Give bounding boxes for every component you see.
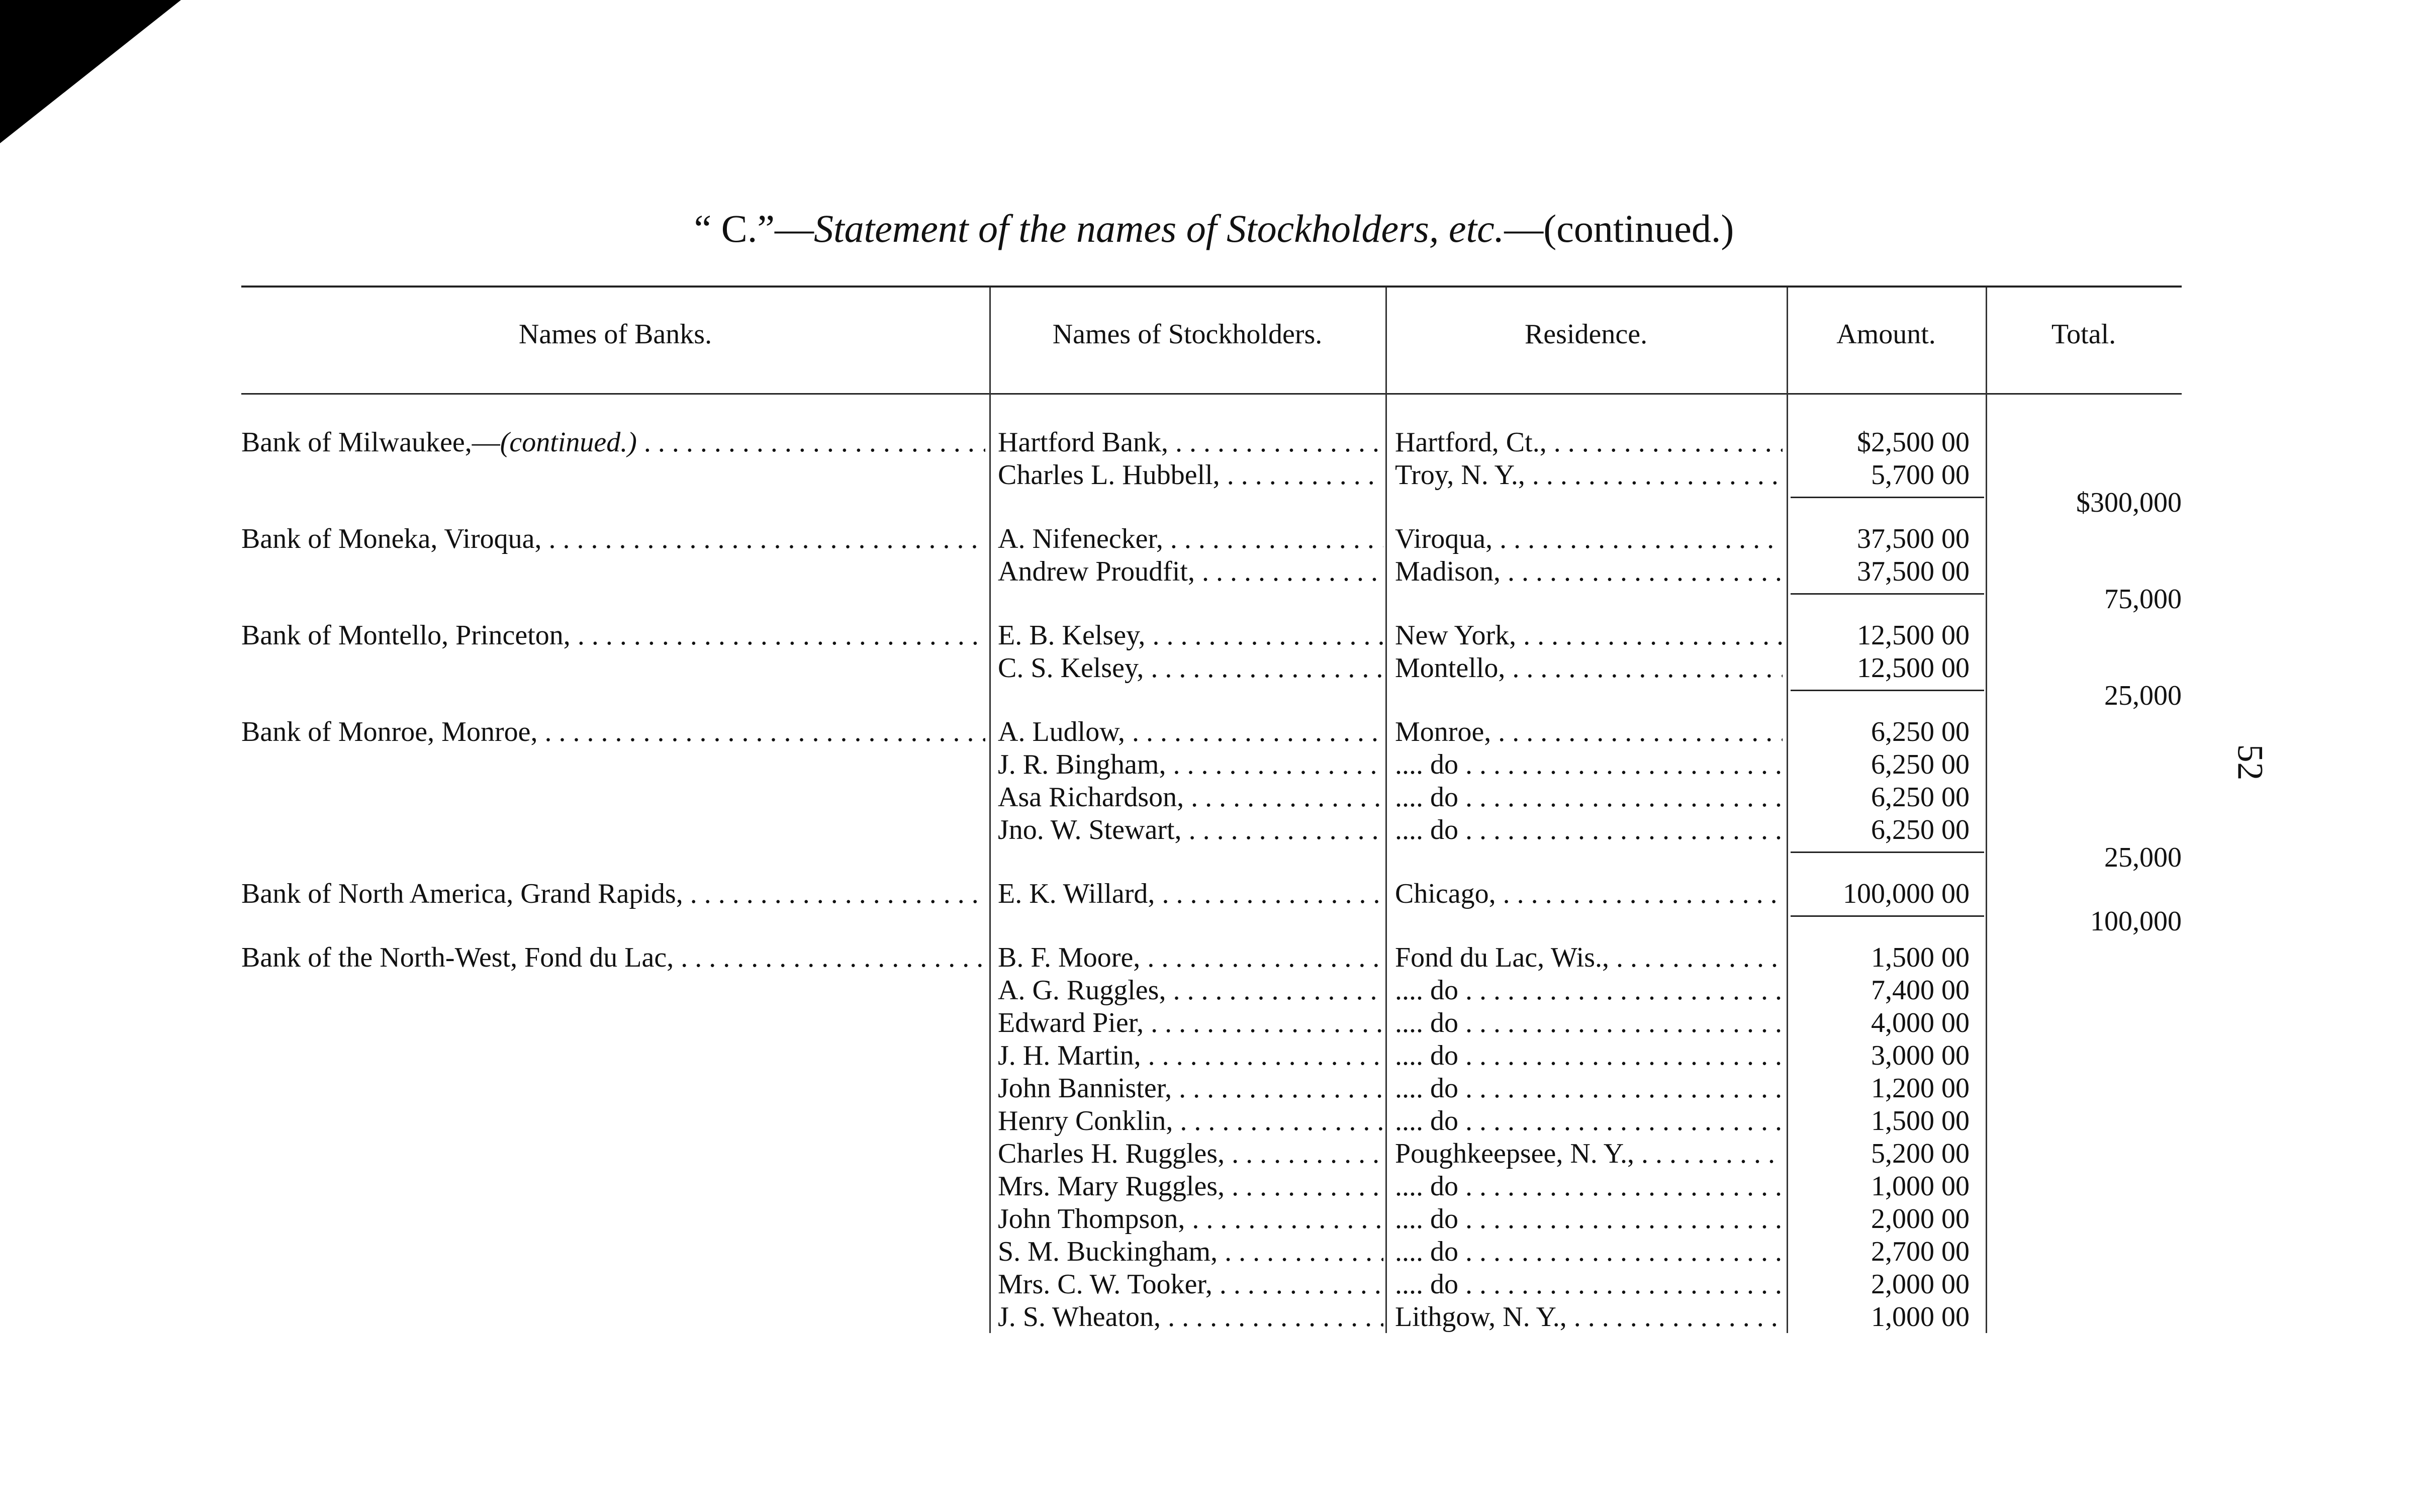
stockholder-name — [998, 523, 1383, 555]
residence-text: .... do — [1395, 782, 1458, 813]
bank-name-text: Bank of the North-West, Fond du Lac, — [241, 942, 674, 973]
stockholder-name — [998, 619, 1383, 651]
bank-total: 100,000 — [2090, 906, 2182, 937]
stockholder-name — [998, 814, 1383, 846]
stockholder-name — [998, 652, 1383, 684]
amount: 7,400 00 — [1871, 975, 1970, 1006]
residence — [1395, 426, 1783, 458]
amount: 1,500 00 — [1871, 1105, 1970, 1137]
residence-text: .... do — [1395, 814, 1458, 845]
header-bottom-rule — [241, 393, 2182, 395]
dot-leader — [1144, 1007, 1383, 1038]
residence-text: .... do — [1395, 1040, 1458, 1071]
header-stockholder: Names of Stockholders. — [1052, 319, 1323, 350]
stockholder-name-text: J. R. Bingham, — [998, 749, 1166, 780]
amount: 1,000 00 — [1871, 1171, 1970, 1202]
stockholder-name-text: A. Nifenecker, — [998, 523, 1163, 554]
stockholder-name-text: J. H. Martin, — [998, 1040, 1141, 1071]
table-top-rule — [241, 286, 2182, 288]
bank-name — [241, 941, 985, 974]
dot-leader — [1501, 556, 1783, 587]
amount: 100,000 00 — [1843, 878, 1970, 909]
bank-name-note: (continued.) — [500, 427, 637, 458]
residence-text: Monroe, — [1395, 716, 1491, 747]
stockholder-name-text: John Bannister, — [998, 1073, 1172, 1104]
dot-leader — [1458, 1203, 1783, 1235]
dot-leader — [1161, 1301, 1383, 1333]
dot-leader — [1166, 749, 1383, 780]
dot-leader — [1155, 878, 1383, 909]
bank-name — [241, 716, 985, 748]
residence-text: Fond du Lac, Wis., — [1395, 942, 1610, 973]
amount: 12,500 00 — [1857, 652, 1970, 684]
stockholder-name-text: Charles L. Hubbell, — [998, 459, 1220, 491]
amount: 1,500 00 — [1871, 942, 1970, 973]
amount: 6,250 00 — [1871, 749, 1970, 780]
stockholder-name — [998, 974, 1383, 1006]
residence — [1395, 1007, 1783, 1039]
amount: 1,200 00 — [1871, 1073, 1970, 1104]
stockholder-name — [998, 878, 1383, 910]
header-total: Total. — [2051, 319, 2116, 350]
amount: 12,500 00 — [1857, 620, 1970, 651]
dot-leader — [1182, 814, 1383, 845]
stockholder-name-text: Edward Pier, — [998, 1007, 1144, 1038]
dot-leader — [1225, 1138, 1383, 1169]
stockholder-name — [998, 1105, 1383, 1137]
bank-name-text: Bank of Milwaukee,— — [241, 427, 500, 458]
dot-leader — [1458, 1040, 1783, 1071]
residence — [1395, 459, 1783, 491]
bank-total: 25,000 — [2104, 842, 2182, 873]
residence — [1395, 748, 1783, 781]
bank-total: 75,000 — [2104, 584, 2182, 615]
stockholder-name — [998, 1007, 1383, 1039]
stockholder-name — [998, 459, 1383, 491]
residence — [1395, 814, 1783, 846]
subtotal-rule — [1791, 852, 1984, 853]
residence-text: .... do — [1395, 1236, 1458, 1267]
dot-leader — [571, 620, 985, 651]
column-divider-bank — [989, 288, 991, 1333]
residence — [1395, 619, 1783, 651]
dot-leader — [1172, 1073, 1383, 1104]
residence — [1395, 1203, 1783, 1235]
stockholder-name-text: B. F. Moore, — [998, 942, 1141, 973]
dot-leader — [1505, 652, 1783, 684]
bank-total: 25,000 — [2104, 680, 2182, 711]
dot-leader — [1492, 523, 1783, 554]
stockholder-name — [998, 1138, 1383, 1170]
column-divider-stockholder — [1385, 288, 1387, 1333]
residence-text: .... do — [1395, 1269, 1458, 1300]
residence — [1395, 1301, 1783, 1333]
amount: 5,200 00 — [1871, 1138, 1970, 1169]
amount: $2,500 00 — [1857, 427, 1970, 458]
dot-leader — [1609, 942, 1783, 973]
amount: 6,250 00 — [1871, 782, 1970, 813]
dot-leader — [1218, 1236, 1383, 1267]
dot-leader — [1144, 652, 1383, 684]
stockholder-name-text: E. B. Kelsey, — [998, 620, 1146, 651]
dot-leader — [1458, 1236, 1783, 1267]
residence — [1395, 1236, 1783, 1268]
dot-leader — [1195, 556, 1383, 587]
stockholder-name-text: Mrs. C. W. Tooker, — [998, 1269, 1212, 1300]
amount: 5,700 00 — [1871, 459, 1970, 491]
stockholder-name-text: Andrew Proudfit, — [998, 556, 1195, 587]
bank-name — [241, 878, 985, 910]
residence — [1395, 1040, 1783, 1072]
amount: 6,250 00 — [1871, 814, 1970, 845]
stockholder-name — [998, 1203, 1383, 1235]
residence — [1395, 1268, 1783, 1300]
residence — [1395, 974, 1783, 1006]
subtotal-rule — [1791, 915, 1984, 917]
stockholder-name — [998, 781, 1383, 813]
residence-text: .... do — [1395, 1203, 1458, 1235]
stockholder-name — [998, 1268, 1383, 1300]
subtotal-rule — [1791, 690, 1984, 691]
header-bank: Names of Banks. — [518, 319, 712, 350]
residence — [1395, 781, 1783, 813]
header-residence: Residence. — [1524, 319, 1648, 350]
residence-text: Hartford, Ct., — [1395, 427, 1547, 458]
stockholder-name-text: Mrs. Mary Ruggles, — [998, 1171, 1225, 1202]
scan-corner-mark — [0, 0, 181, 143]
stockholder-name-text: E. K. Willard, — [998, 878, 1155, 909]
residence-text: .... do — [1395, 1007, 1458, 1038]
dot-leader — [1145, 620, 1383, 651]
dot-leader — [1168, 427, 1383, 458]
residence-text: .... do — [1395, 975, 1458, 1006]
stockholder-name — [998, 716, 1383, 748]
bank-total: $300,000 — [2076, 487, 2182, 518]
page-title — [0, 201, 2428, 256]
bank-name-text: Bank of Montello, Princeton, — [241, 620, 571, 651]
stockholder-name-text: Charles H. Ruggles, — [998, 1138, 1225, 1169]
bank-name — [241, 619, 985, 651]
residence — [1395, 652, 1783, 684]
bank-name — [241, 523, 985, 555]
dot-leader — [1458, 975, 1783, 1006]
dot-leader — [1166, 975, 1383, 1006]
stockholder-name-text: A. Ludlow, — [998, 716, 1126, 747]
dot-leader — [1516, 620, 1783, 651]
page-number: 52 — [2230, 744, 2271, 781]
stockholder-name-text: Asa Richardson, — [998, 782, 1184, 813]
residence — [1395, 878, 1783, 910]
subtotal-rule — [1791, 593, 1984, 595]
residence-text: Lithgow, N. Y., — [1395, 1301, 1567, 1333]
amount: 3,000 00 — [1871, 1040, 1970, 1071]
stockholder-name — [998, 426, 1383, 458]
dot-leader — [1163, 523, 1383, 554]
dot-leader — [1458, 1171, 1783, 1202]
amount: 4,000 00 — [1871, 1007, 1970, 1038]
residence-text: .... do — [1395, 749, 1458, 780]
residence-text: Poughkeepsee, N. Y., — [1395, 1138, 1634, 1169]
stockholder-name-text: Hartford Bank, — [998, 427, 1169, 458]
dot-leader — [1140, 942, 1383, 973]
dot-leader — [674, 942, 985, 973]
dot-leader — [1212, 1269, 1383, 1300]
residence — [1395, 1105, 1783, 1137]
dot-leader — [1458, 1269, 1783, 1300]
amount: 2,700 00 — [1871, 1236, 1970, 1267]
dot-leader — [1567, 1301, 1783, 1333]
stockholder-name-text: Jno. W. Stewart, — [998, 814, 1182, 845]
dot-leader — [1185, 1203, 1383, 1235]
dot-leader — [1458, 1073, 1783, 1104]
residence-text: Viroqua, — [1395, 523, 1493, 554]
residence — [1395, 1138, 1783, 1170]
title-open: “ C.”— — [694, 207, 814, 250]
subtotal-rule — [1791, 497, 1984, 498]
residence-text: .... do — [1395, 1105, 1458, 1137]
stockholder-name — [998, 1236, 1383, 1268]
bank-name — [241, 426, 985, 458]
residence — [1395, 523, 1783, 555]
stockholder-name — [998, 1040, 1383, 1072]
column-divider-amount — [1986, 288, 1987, 1333]
residence-text: Montello, — [1395, 652, 1506, 684]
bank-name-text: Bank of Moneka, Viroqua, — [241, 523, 542, 554]
dot-leader — [542, 523, 986, 554]
bank-name-text: Bank of Monroe, Monroe, — [241, 716, 538, 747]
dot-leader — [1458, 814, 1783, 845]
amount: 2,000 00 — [1871, 1269, 1970, 1300]
column-divider-residence — [1787, 288, 1788, 1333]
residence-text: .... do — [1395, 1073, 1458, 1104]
stockholder-name-text: John Thompson, — [998, 1203, 1185, 1235]
dot-leader — [1525, 459, 1783, 491]
stockholder-name — [998, 1170, 1383, 1202]
bank-name-text: Bank of North America, Grand Rapids, — [241, 878, 683, 909]
residence-text: Madison, — [1395, 556, 1501, 587]
dot-leader — [1173, 1105, 1383, 1137]
dot-leader — [1184, 782, 1383, 813]
stockholder-name-text: A. G. Ruggles, — [998, 975, 1166, 1006]
amount: 37,500 00 — [1857, 523, 1970, 554]
stockholder-name — [998, 941, 1383, 974]
stockholder-name-text: J. S. Wheaton, — [998, 1301, 1161, 1333]
dot-leader — [683, 878, 985, 909]
residence — [1395, 941, 1783, 974]
dot-leader — [1225, 1171, 1383, 1202]
dot-leader — [1458, 749, 1783, 780]
residence-text: .... do — [1395, 1171, 1458, 1202]
residence — [1395, 716, 1783, 748]
amount: 37,500 00 — [1857, 556, 1970, 587]
residence-text: Chicago, — [1395, 878, 1496, 909]
dot-leader — [1491, 716, 1783, 747]
residence — [1395, 1170, 1783, 1202]
stockholder-name-text: Henry Conklin, — [998, 1105, 1173, 1137]
title-close: —(continued.) — [1504, 207, 1734, 250]
dot-leader — [1141, 1040, 1383, 1071]
stockholder-name — [998, 1301, 1383, 1333]
header-amount: Amount. — [1836, 319, 1936, 350]
stockholder-name — [998, 1072, 1383, 1104]
residence — [1395, 1072, 1783, 1104]
residence — [1395, 555, 1783, 588]
amount: 2,000 00 — [1871, 1203, 1970, 1235]
dot-leader — [1547, 427, 1783, 458]
dot-leader — [1458, 1007, 1783, 1038]
dot-leader — [1496, 878, 1783, 909]
dot-leader — [1125, 716, 1383, 747]
dot-leader — [1458, 782, 1783, 813]
amount: 1,000 00 — [1871, 1301, 1970, 1333]
stockholder-name — [998, 748, 1383, 781]
amount: 6,250 00 — [1871, 716, 1970, 747]
dot-leader — [637, 427, 985, 458]
residence-text: New York, — [1395, 620, 1517, 651]
dot-leader — [537, 716, 985, 747]
dot-leader — [1220, 459, 1383, 491]
stockholder-name — [998, 555, 1383, 588]
stockholder-name-text: C. S. Kelsey, — [998, 652, 1144, 684]
dot-leader — [1458, 1105, 1783, 1137]
residence-text: Troy, N. Y., — [1395, 459, 1525, 491]
title-italic: Statement of the names of Stockholders, etc. — [813, 207, 1505, 250]
stockholder-name-text: S. M. Buckingham, — [998, 1236, 1218, 1267]
dot-leader — [1634, 1138, 1783, 1169]
